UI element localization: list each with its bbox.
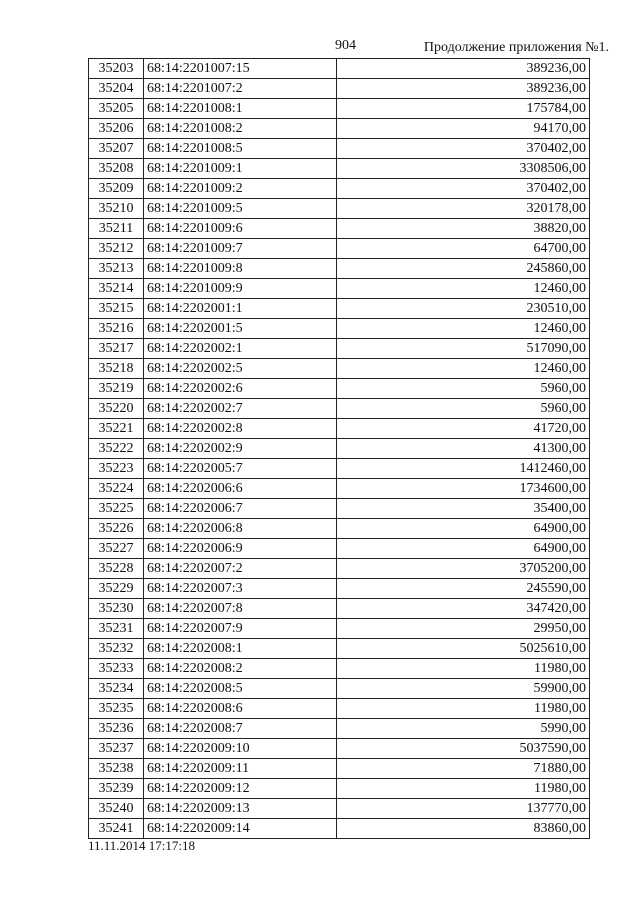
row-number: 35218 [89,359,144,379]
row-number: 35217 [89,339,144,359]
cadastral-number: 68:14:2201009:8 [144,259,337,279]
row-number: 35203 [89,59,144,79]
cadastral-value: 347420,00 [337,599,590,619]
row-number: 35237 [89,739,144,759]
table-row [89,819,590,839]
cadastral-number: 68:14:2202009:11 [144,759,337,779]
table-row [89,579,590,599]
table-row [89,519,590,539]
row-number: 35213 [89,259,144,279]
cadastral-value: 1412460,00 [337,459,590,479]
cadastral-value: 64700,00 [337,239,590,259]
row-number: 35227 [89,539,144,559]
row-number: 35212 [89,239,144,259]
cadastral-value: 41300,00 [337,439,590,459]
cadastral-value: 389236,00 [337,79,590,99]
cadastral-value: 38820,00 [337,219,590,239]
cadastral-value: 83860,00 [337,819,590,839]
table-row [89,339,590,359]
table-row [89,239,590,259]
row-number: 35216 [89,319,144,339]
row-number: 35215 [89,299,144,319]
table-row [89,559,590,579]
table-row [89,259,590,279]
cadastral-number: 68:14:2201008:1 [144,99,337,119]
table-row [89,319,590,339]
cadastral-number: 68:14:2202001:5 [144,319,337,339]
cadastral-value: 71880,00 [337,759,590,779]
table-row [89,759,590,779]
cadastral-number: 68:14:2202008:6 [144,699,337,719]
row-number: 35214 [89,279,144,299]
cadastral-value: 35400,00 [337,499,590,519]
cadastral-value: 517090,00 [337,339,590,359]
cadastral-value: 41720,00 [337,419,590,439]
row-number: 35232 [89,639,144,659]
cadastral-value: 175784,00 [337,99,590,119]
table-row [89,499,590,519]
cadastral-number: 68:14:2201007:15 [144,59,337,79]
cadastral-number: 68:14:2202002:1 [144,339,337,359]
cadastral-value: 137770,00 [337,799,590,819]
table-row [89,739,590,759]
row-number: 35223 [89,459,144,479]
cadastral-number: 68:14:2202006:8 [144,519,337,539]
table-row [89,799,590,819]
registry-table [88,58,590,839]
cadastral-number: 68:14:2202001:1 [144,299,337,319]
cadastral-number: 68:14:2202008:7 [144,719,337,739]
row-number: 35228 [89,559,144,579]
cadastral-number: 68:14:2201009:9 [144,279,337,299]
cadastral-number: 68:14:2202007:8 [144,599,337,619]
cadastral-number: 68:14:2201009:7 [144,239,337,259]
row-number: 35234 [89,679,144,699]
cadastral-value: 389236,00 [337,59,590,79]
row-number: 35222 [89,439,144,459]
cadastral-number: 68:14:2201008:5 [144,139,337,159]
cadastral-value: 11980,00 [337,699,590,719]
cadastral-number: 68:14:2201009:6 [144,219,337,239]
cadastral-value: 11980,00 [337,779,590,799]
row-number: 35241 [89,819,144,839]
cadastral-value: 94170,00 [337,119,590,139]
cadastral-number: 68:14:2202007:9 [144,619,337,639]
table-row [89,679,590,699]
table-row [89,139,590,159]
cadastral-number: 68:14:2201007:2 [144,79,337,99]
row-number: 35229 [89,579,144,599]
cadastral-number: 68:14:2202007:2 [144,559,337,579]
table-row [89,399,590,419]
table-row [89,779,590,799]
cadastral-number: 68:14:2202008:2 [144,659,337,679]
table-row [89,279,590,299]
cadastral-value: 11980,00 [337,659,590,679]
table-row [89,219,590,239]
continuation-note: Продолжение приложения №1. [423,40,609,55]
cadastral-number: 68:14:2202002:6 [144,379,337,399]
table-row [89,299,590,319]
table-row [89,479,590,499]
cadastral-number: 68:14:2202008:5 [144,679,337,699]
cadastral-number: 68:14:2202009:10 [144,739,337,759]
row-number: 35230 [89,599,144,619]
table-row [89,379,590,399]
cadastral-number: 68:14:2201009:1 [144,159,337,179]
cadastral-number: 68:14:2202002:8 [144,419,337,439]
row-number: 35233 [89,659,144,679]
row-number: 35209 [89,179,144,199]
cadastral-value: 5025610,00 [337,639,590,659]
registry-table-body [89,59,590,839]
cadastral-value: 5960,00 [337,379,590,399]
row-number: 35220 [89,399,144,419]
table-row [89,59,590,79]
cadastral-number: 68:14:2202002:9 [144,439,337,459]
cadastral-value: 64900,00 [337,519,590,539]
cadastral-value: 320178,00 [337,199,590,219]
table-row [89,159,590,179]
table-row [89,179,590,199]
row-number: 35210 [89,199,144,219]
cadastral-number: 68:14:2202007:3 [144,579,337,599]
row-number: 35208 [89,159,144,179]
row-number: 35231 [89,619,144,639]
cadastral-value: 59900,00 [337,679,590,699]
cadastral-value: 12460,00 [337,279,590,299]
cadastral-value: 29950,00 [337,619,590,639]
row-number: 35221 [89,419,144,439]
cadastral-number: 68:14:2202009:12 [144,779,337,799]
row-number: 35205 [89,99,144,119]
row-number: 35219 [89,379,144,399]
table-row [89,359,590,379]
row-number: 35236 [89,719,144,739]
cadastral-number: 68:14:2202002:7 [144,399,337,419]
row-number: 35204 [89,79,144,99]
cadastral-value: 245860,00 [337,259,590,279]
table-row [89,599,590,619]
cadastral-number: 68:14:2201009:2 [144,179,337,199]
cadastral-value: 1734600,00 [337,479,590,499]
cadastral-number: 68:14:2202006:6 [144,479,337,499]
row-number: 35239 [89,779,144,799]
row-number: 35224 [89,479,144,499]
cadastral-number: 68:14:2202006:7 [144,499,337,519]
cadastral-value: 12460,00 [337,359,590,379]
cadastral-number: 68:14:2201009:5 [144,199,337,219]
cadastral-value: 5990,00 [337,719,590,739]
table-row [89,699,590,719]
cadastral-value: 370402,00 [337,139,590,159]
table-row [89,659,590,679]
cadastral-value: 370402,00 [337,179,590,199]
table-row [89,639,590,659]
cadastral-number: 68:14:2202005:7 [144,459,337,479]
cadastral-number: 68:14:2202009:14 [144,819,337,839]
cadastral-number: 68:14:2201008:2 [144,119,337,139]
cadastral-value: 3308506,00 [337,159,590,179]
table-row [89,459,590,479]
table-row [89,619,590,639]
table-row [89,439,590,459]
cadastral-value: 245590,00 [337,579,590,599]
row-number: 35206 [89,119,144,139]
row-number: 35240 [89,799,144,819]
table-row [89,99,590,119]
cadastral-number: 68:14:2202008:1 [144,639,337,659]
row-number: 35238 [89,759,144,779]
cadastral-value: 5960,00 [337,399,590,419]
cadastral-number: 68:14:2202006:9 [144,539,337,559]
cadastral-value: 5037590,00 [337,739,590,759]
cadastral-number: 68:14:2202009:13 [144,799,337,819]
table-row [89,419,590,439]
cadastral-value: 3705200,00 [337,559,590,579]
row-number: 35225 [89,499,144,519]
table-row [89,119,590,139]
row-number: 35235 [89,699,144,719]
table-row [89,199,590,219]
cadastral-number: 68:14:2202002:5 [144,359,337,379]
row-number: 35207 [89,139,144,159]
table-row [89,79,590,99]
table-row [89,539,590,559]
page-number: 904 [335,38,356,53]
print-timestamp: 11.11.2014 17:17:18 [88,838,196,853]
cadastral-value: 64900,00 [337,539,590,559]
cadastral-value: 12460,00 [337,319,590,339]
table-row [89,719,590,739]
row-number: 35226 [89,519,144,539]
row-number: 35211 [89,219,144,239]
cadastral-value: 230510,00 [337,299,590,319]
